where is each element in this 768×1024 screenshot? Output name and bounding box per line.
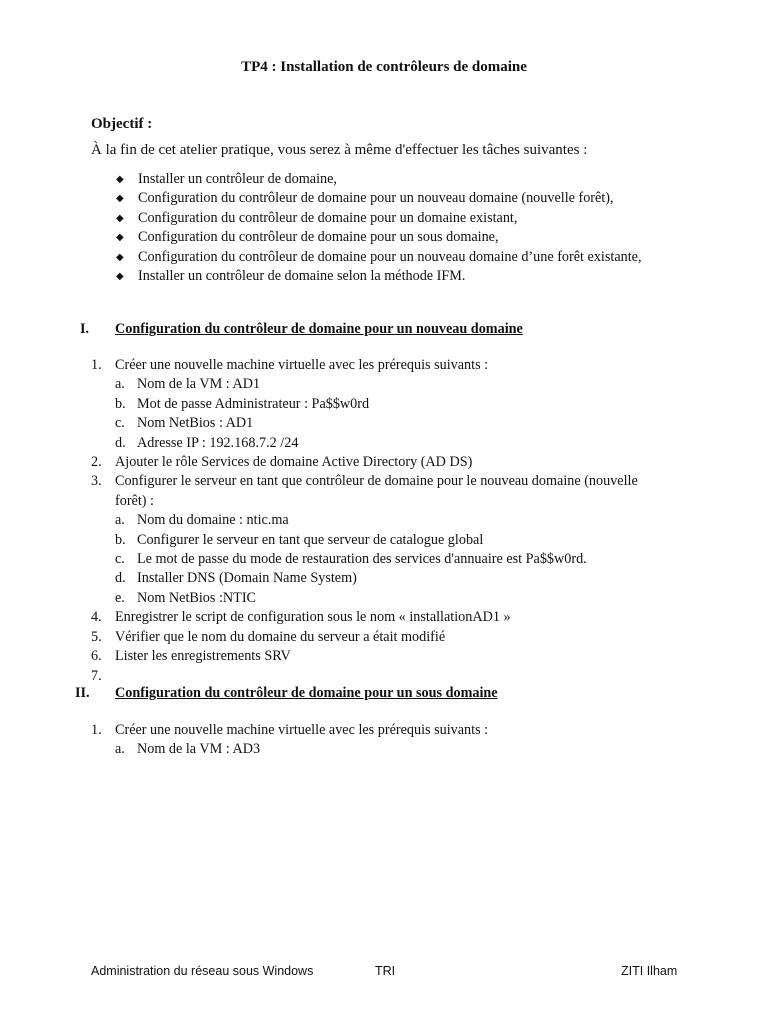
objective-item: ◆ Configuration du contrôleur de domaine pour un domaine existant, [116,209,698,228]
step-item: 1. Créer une nouvelle machine virtuelle avec les prérequis suivants : [91,722,489,738]
sub-step-item: a. Nom de la VM : AD3 [115,741,261,758]
diamond-bullet-icon: ◆ [116,193,124,205]
sub-step-item: e. Nom NetBios :NTIC [115,589,257,606]
diamond-bullet-icon: ◆ [116,212,124,224]
sub-step-item: d. Installer DNS (Domain Name System) [115,570,357,587]
section-2-heading [75,685,675,705]
section-title: Configuration du contrôleur de domaine pour un sous domaine [115,685,498,701]
step-item: 3. Configurer le serveur en tant que contrôleur de domaine pour le nouveau domaine (nouvelle forêt) : [91,473,638,509]
step-item: 4. Enregistrer le script de configuration sous le nom « installationAD1 » [91,609,511,626]
sub-step-item: a. Nom du domaine : ntic.ma [115,512,289,529]
page-footer [0,964,768,984]
footer-track: TRI [375,964,396,978]
step-item: 5. Vérifier que le nom du domaine du serveur a était modifié [91,628,446,645]
objective-item: ◆ Configuration du contrôleur de domaine pour un nouveau domaine d’une forêt existante, [116,248,698,267]
intro-text: À la fin de cet atelier pratique, vous serez à même d'effectuer les tâches suivantes : [91,142,588,158]
section-2-steps [91,721,655,760]
diamond-bullet-icon: ◆ [116,251,124,263]
step-item: 6. Lister les enregistrements SRV [91,648,291,665]
step-item: 1. Créer une nouvelle machine virtuelle avec les prérequis suivants : [91,357,489,373]
sub-step-item: c. Nom NetBios : AD1 [115,415,254,432]
section-number: I. [80,321,90,337]
step-item: 2. Ajouter le rôle Services de domaine Active Directory (AD DS) [91,454,473,471]
section-1-heading [80,321,680,341]
section-title: Configuration du contrôleur de domaine pour un nouveau domaine [115,321,523,337]
diamond-bullet-icon: ◆ [116,174,124,185]
objective-item: ◆ Configuration du contrôleur de domaine pour un nouveau domaine (nouvelle forêt), [116,189,698,208]
objectives-list [116,170,698,286]
document-title: TP4 : Installation de contrôleurs de domaine [241,59,527,75]
footer-author: ZITI Ilham [621,964,678,978]
sub-step-item: b. Configurer le serveur en tant que serveur de catalogue global [115,531,484,548]
diamond-bullet-icon: ◆ [116,271,124,283]
objectif-heading: Objectif : [91,116,153,132]
section-1-steps: 1. Créer une nouvelle machine virtuelle avec les prérequis suivants : a. Nom de la VM : AD1 b. Mot de passe Administrateur : Pa$$w0rd c. Nom NetBios : AD1 d. Adresse IP : 192.168.7.2 /24 2. Ajouter le rôle Services de domaine Active Directory (AD DS) 3. Configurer le serveur en tant que contrôleur de domaine pour le nouveau domaine (nouvelle forêt) : a. Nom du domaine : ntic.ma b. Configurer le serveur en tant que serveur de catalogue global c. Le mot de passe du mode de restauration des services d'annuaire est Pa$$w0rd. d. Installer DNS (Domain Name System) e. Nom NetBios :NTIC 4. Enregistrer le script de configuration sous le nom « installationAD1 » 5. Vérifier que le nom du domaine du serveur a était modifié 6. Lister les enregistrements SRV 7. [91,356,655,667]
objective-item: ◆ Installer un contrôleur de domaine, [116,170,698,189]
objective-item: ◆ Installer un contrôleur de domaine selon la méthode IFM. [116,267,698,286]
sub-step-item: d. Adresse IP : 192.168.7.2 /24 [115,434,299,451]
diamond-bullet-icon: ◆ [116,232,124,244]
section-number: II. [75,685,90,701]
objective-item: ◆ Configuration du contrôleur de domaine pour un sous domaine, [116,228,698,247]
sub-step-item: c. Le mot de passe du mode de restauration des services d'annuaire est Pa$$w0rd. [115,551,587,568]
sub-step-item: b. Mot de passe Administrateur : Pa$$w0rd [115,395,370,412]
sub-step-item: a. Nom de la VM : AD1 [115,376,261,393]
footer-course: Administration du réseau sous Windows [91,964,314,978]
